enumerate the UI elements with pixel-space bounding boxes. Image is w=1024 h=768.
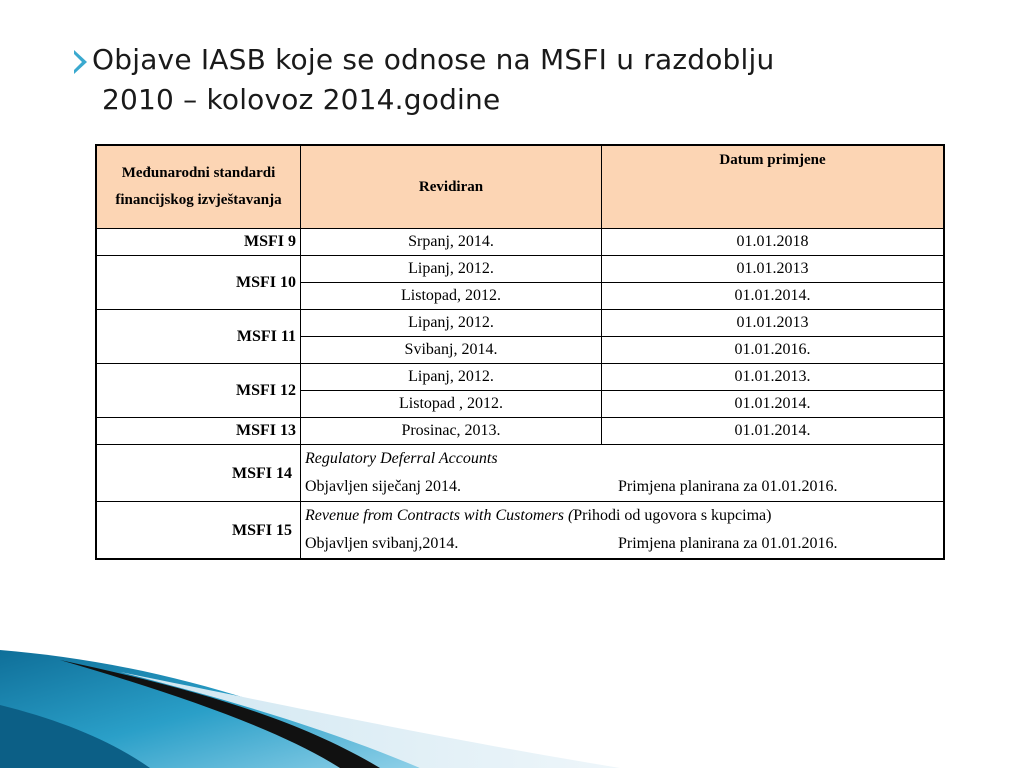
revised-cell: Listopad , 2012. xyxy=(301,391,602,418)
table-row-msfi15 xyxy=(96,502,944,560)
msfi15-published: Objavljen svibanj,2014. xyxy=(305,535,459,552)
msfi15-planned: Primjena planirana za 01.01.2016. xyxy=(618,535,838,552)
standard-cell: MSFI 9 xyxy=(96,229,301,256)
effective-cell: 01.01.2014. xyxy=(602,391,945,418)
msfi15-name-croatian: Prihodi od ugovora s kupcima) xyxy=(573,507,772,524)
table-row xyxy=(96,256,944,283)
header-effective-date: Datum primjene xyxy=(602,145,945,229)
msfi14-name: Regulatory Deferral Accounts xyxy=(305,450,498,467)
revised-cell: Svibanj, 2014. xyxy=(301,337,602,364)
effective-cell: 01.01.2018 xyxy=(602,229,945,256)
table-row xyxy=(96,364,944,391)
slide-title xyxy=(92,40,952,120)
table-header-row xyxy=(96,145,944,229)
slide-title-line2: 2010 – kolovoz 2014.godine xyxy=(102,83,501,116)
standard-cell: MSFI 13 xyxy=(96,418,301,445)
table-row-msfi14 xyxy=(96,445,944,502)
effective-cell: 01.01.2013 xyxy=(602,310,945,337)
revised-cell: Lipanj, 2012. xyxy=(301,310,602,337)
standard-cell: MSFI 12 xyxy=(96,364,301,418)
msfi15-publication-line xyxy=(305,530,939,558)
slide-title-line1: Objave IASB koje se odnose na MSFI u razdoblju xyxy=(92,43,775,76)
effective-cell: 01.01.2013. xyxy=(602,364,945,391)
standard-cell: MSFI 15 xyxy=(96,502,301,560)
effective-cell: 01.01.2014. xyxy=(602,418,945,445)
revised-cell: Listopad, 2012. xyxy=(301,283,602,310)
msfi14-planned: Primjena planirana za 01.01.2016. xyxy=(618,478,838,495)
revised-cell: Lipanj, 2012. xyxy=(301,256,602,283)
header-revised: Revidiran xyxy=(301,145,602,229)
table-row xyxy=(96,310,944,337)
arrow-bullet-icon xyxy=(74,50,87,74)
msfi15-details xyxy=(301,502,945,560)
revised-cell: Lipanj, 2012. xyxy=(301,364,602,391)
standard-cell: MSFI 10 xyxy=(96,256,301,310)
table-row xyxy=(96,418,944,445)
msfi15-name xyxy=(305,502,939,530)
effective-cell: 01.01.2014. xyxy=(602,283,945,310)
msfi14-published: Objavljen siječanj 2014. xyxy=(305,478,461,495)
standard-cell: MSFI 14 xyxy=(96,445,301,502)
header-standard: Međunarodni standardi financijskog izvještavanja xyxy=(96,145,301,229)
table-row xyxy=(96,229,944,256)
revised-cell: Prosinac, 2013. xyxy=(301,418,602,445)
standard-cell: MSFI 11 xyxy=(96,310,301,364)
effective-cell: 01.01.2016. xyxy=(602,337,945,364)
effective-cell: 01.01.2013 xyxy=(602,256,945,283)
revised-cell: Srpanj, 2014. xyxy=(301,229,602,256)
msfi15-name-english: Revenue from Contracts with Customers ( xyxy=(305,507,574,524)
msfi14-details xyxy=(301,445,945,502)
msfi-table xyxy=(95,144,945,560)
msfi14-publication-line xyxy=(305,473,939,501)
